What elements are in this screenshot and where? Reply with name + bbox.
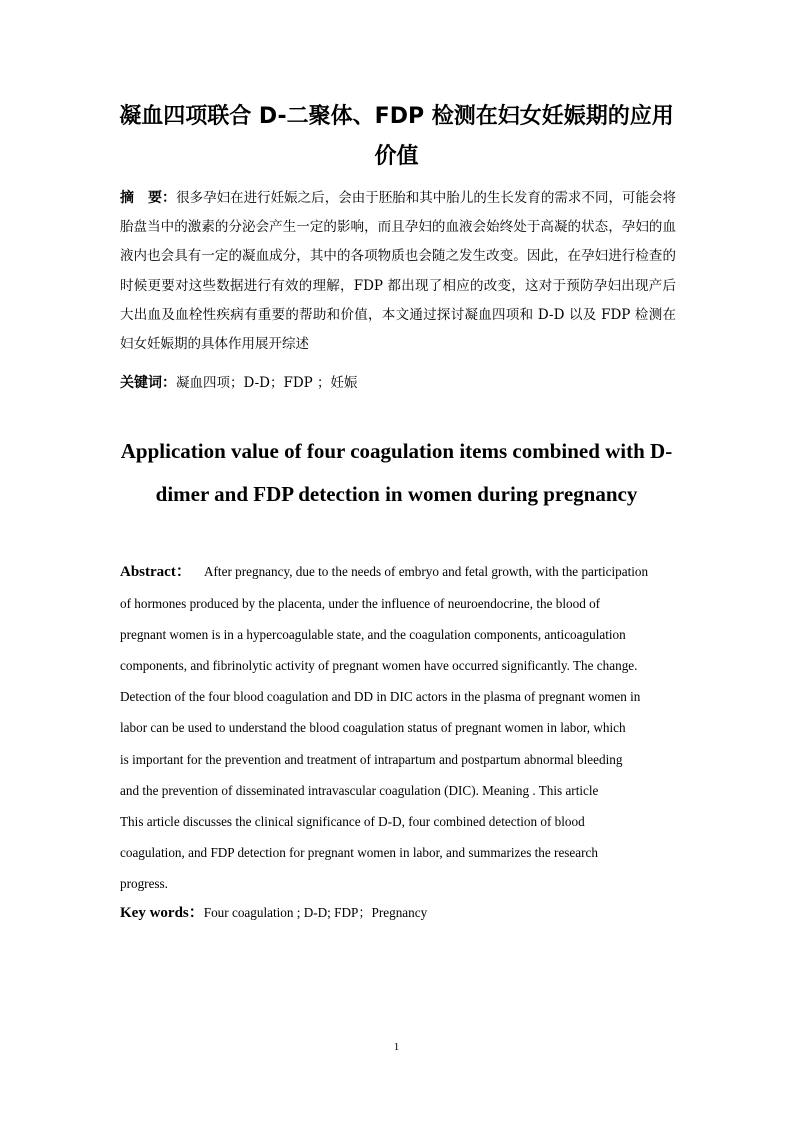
english-abstract-line: progress. [120, 875, 168, 891]
chinese-keywords-label: 关键词： [120, 375, 176, 391]
chinese-keywords [120, 370, 676, 396]
english-abstract-label: Abstract： [120, 564, 191, 580]
english-abstract-line: Detection of the four blood coagulation and DD in DIC actors in the plasma of pregnant women in [120, 689, 641, 705]
english-abstract-line: is important for the prevention and treatment of intrapartum and postpartum abnormal bleeding [120, 751, 623, 767]
english-abstract-line: components, and fibrinolytic activity of pregnant women have occurred significantly. The change. [120, 658, 638, 674]
chinese-abstract-label: 摘 要： [120, 190, 177, 206]
english-keywords [120, 900, 676, 926]
english-keywords-label: Key words： [120, 905, 204, 921]
english-keywords-text: Four coagulation ; D-D; FDP；Pregnancy [203, 905, 428, 920]
chinese-abstract-text: 很多孕妇在进行妊娠之后，会由于胚胎和其中胎儿的生长发育的需求不同，可能会将胎盘当中的激素的分泌会产生一定的影响，而且孕妇的血液会始终处于高凝的状态，孕妇的血液内也会具有一定的凝血成分，其中的各项物质也会随之发生改变。因此，在孕妇进行检查的时候更要对这些数据进行有效的理解，FDP 都出现了相应的改变，这对于预防孕妇出现产后大出血及血栓性疾病有重要的帮助和价值，本文通过探讨凝血四项和 D-D 以及 FDP 检测在妇女妊娠期的具体作用展开综述 [120, 190, 677, 353]
chinese-keywords-text: 凝血四项；D-D；FDP ；妊娠 [176, 375, 358, 391]
english-abstract [120, 556, 676, 899]
english-abstract-line: pregnant women is in a hypercoagulable state, and the coagulation components, anticoagulation [120, 627, 626, 643]
english-abstract-line: and the prevention of disseminated intravascular coagulation (DIC). Meaning . This article [120, 782, 599, 798]
english-abstract-line: labor can be used to understand the blood coagulation status of pregnant women in labor, which [120, 720, 626, 736]
english-abstract-line [120, 556, 676, 588]
english-abstract-line: of hormones produced by the placenta, under the influence of neuroendocrine, the blood of [120, 596, 601, 612]
english-abstract-line: coagulation, and FDP detection for pregnant women in labor, and summarizes the research [120, 844, 598, 860]
chinese-title: 凝血四项联合 D-二聚体、FDP 检测在妇女妊娠期的应用价值 [119, 104, 674, 169]
english-abstract-line: This article discusses the clinical significance of D-D, four combined detection of blood [120, 813, 585, 829]
english-abstract-line-text: After pregnancy, due to the needs of embryo and fetal growth, with the participation [204, 564, 649, 579]
page-number: 1 [393, 1041, 400, 1053]
chinese-abstract [120, 184, 676, 359]
english-title: Application value of four coagulation items combined with D-dimer and FDP detection in women during pregnancy [120, 439, 673, 506]
